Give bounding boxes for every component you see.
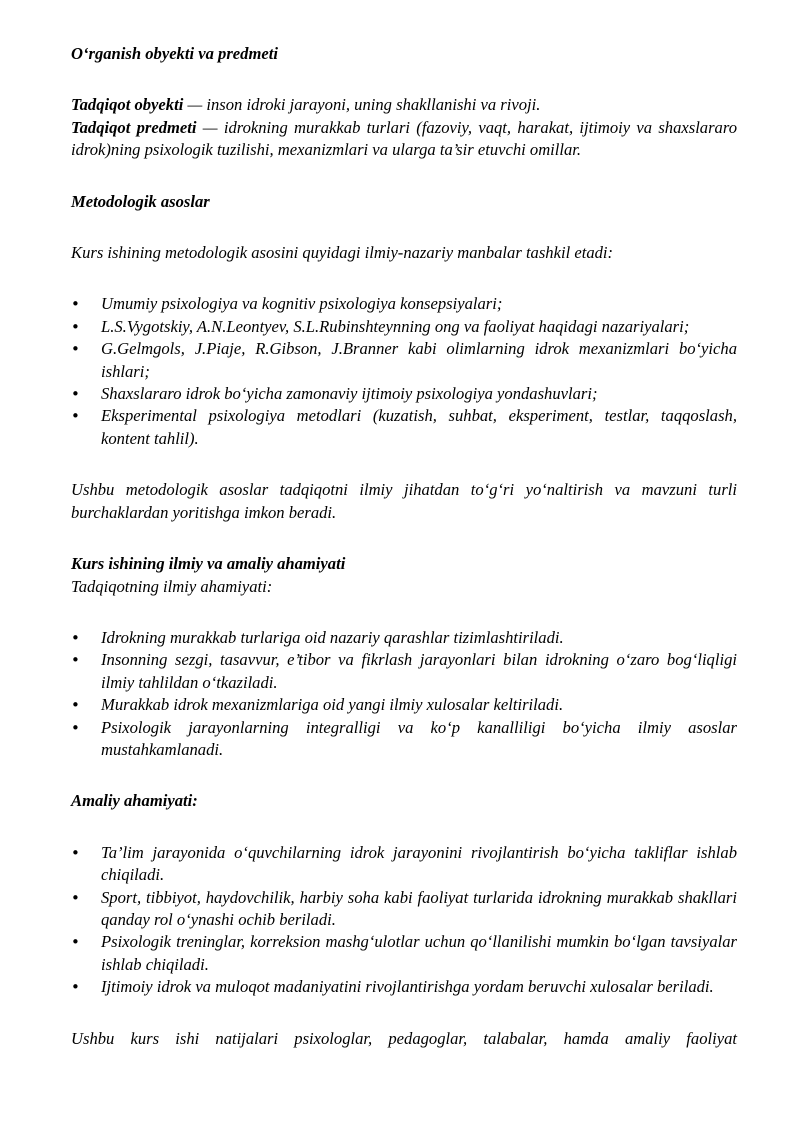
list-item: • Shaxslararo idrok bo‘yicha zamonaviy ijtimoiy psixologiya yondashuvlari; (71, 383, 737, 405)
list-item: • G.Gelmgols, J.Piaje, R.Gibson, J.Branner kabi olimlarning idrok mexanizmlari bo‘yicha ishlari; (71, 339, 737, 381)
practical-significance-list (71, 842, 737, 999)
bullet-icon: • (71, 407, 80, 426)
research-subject-label: Tadqiqot predmeti (71, 117, 197, 137)
scientific-significance-list (71, 627, 737, 761)
research-subject-paragraph (71, 117, 737, 162)
research-object-label: Tadqiqot obyekti (71, 95, 184, 115)
section-heading-significance: Kurs ishining ilmiy va amaliy ahamiyati (71, 554, 346, 574)
bullet-icon: • (71, 696, 80, 715)
research-subject-text: — idrokning murakkab turlari (fazoviy, vaqt, harakat, ijtimoiy va shaxslararo idrok)ning psixologik tuzilishi, mexanizmlari va ularga ta’sir etuvchi omillar. (71, 117, 737, 160)
bullet-icon: • (71, 385, 80, 404)
bullet-icon: • (71, 317, 80, 336)
research-object-text: — inson idroki jarayoni, uning shakllanishi va rivoji. (183, 95, 541, 115)
list-item: • Ta’lim jarayonida o‘quvchilarning idrok jarayonini rivojlantirish bo‘yicha takliflar ishlab chiqiladi. (71, 842, 737, 885)
bullet-icon: • (71, 628, 80, 647)
closing-paragraph: Ushbu kurs ishi natijalari psixologlar, pedagoglar, talabalar, hamda amaliy faoliyat (71, 1028, 737, 1048)
bullet-icon: • (71, 978, 80, 997)
list-item: • Murakkab idrok mexanizmlariga oid yangi ilmiy xulosalar keltiriladi. (71, 694, 737, 716)
list-item: • Psixologik treninglar, korreksion mashg‘ulotlar uchun qo‘llanilishi mumkin bo‘lgan tavsiyalar ishlab chiqiladi. (71, 932, 737, 974)
bullet-icon: • (71, 340, 80, 359)
bullet-icon: • (71, 718, 80, 737)
list-item: • L.S.Vygotskiy, A.N.Leontyev, S.L.Rubinshteynning ong va faoliyat haqidagi nazariyalari; (71, 316, 737, 338)
list-item: • Idrokning murakkab turlariga oid nazariy qarashlar tizimlashtiriladi. (71, 627, 737, 649)
bullet-icon: • (71, 651, 80, 670)
methodology-conclusion: Ushbu metodologik asoslar tadqiqotni ilmiy jihatdan to‘g‘ri yo‘naltirish va mavzuni turli burchaklardan yoritishga imkon beradi. (71, 480, 737, 522)
list-item: • Ijtimoiy idrok va muloqot madaniyatini rivojlantirishga yordam beruvchi xulosalar beriladi. (71, 976, 737, 998)
bullet-icon: • (71, 888, 80, 907)
list-item: • Umumiy psixologiya va kognitiv psixologiya konsepsiyalari; (71, 293, 737, 315)
methodology-intro: Kurs ishining metodologik asosini quyidagi ilmiy-nazariy manbalar tashkil etadi: (71, 243, 614, 263)
bullet-icon: • (71, 295, 80, 314)
list-item: • Sport, tibbiyot, haydovchilik, harbiy soha kabi faoliyat turlarida idrokning murakkab shakllari qanday rol o‘ynashi ochib beriladi. (71, 887, 737, 929)
methodology-list (71, 293, 737, 450)
section-heading-object: O‘rganish obyekti va predmeti (71, 44, 278, 63)
list-item: • Eksperimental psixologiya metodlari (kuzatish, suhbat, eksperiment, testlar, taqqoslash, kontent tahlil). (71, 406, 737, 448)
document-page (71, 43, 737, 1050)
scientific-significance-subheading: Tadqiqotning ilmiy ahamiyati: (71, 576, 273, 596)
list-item: • Insonning sezgi, tasavvur, e’tibor va fikrlash jarayonlari bilan idrokning o‘zaro bog‘liqligi ilmiy tahlildan o‘tkaziladi. (71, 650, 737, 692)
bullet-icon: • (71, 843, 80, 862)
research-object-paragraph (71, 94, 737, 116)
section-heading-practical: Amaliy ahamiyati: (71, 791, 198, 811)
list-item: • Psixologik jarayonlarning integralligi va ko‘p kanalliligi bo‘yicha ilmiy asoslar mustahkamlanadi. (71, 717, 737, 759)
bullet-icon: • (71, 933, 80, 952)
section-heading-methodology: Metodologik asoslar (71, 191, 210, 211)
